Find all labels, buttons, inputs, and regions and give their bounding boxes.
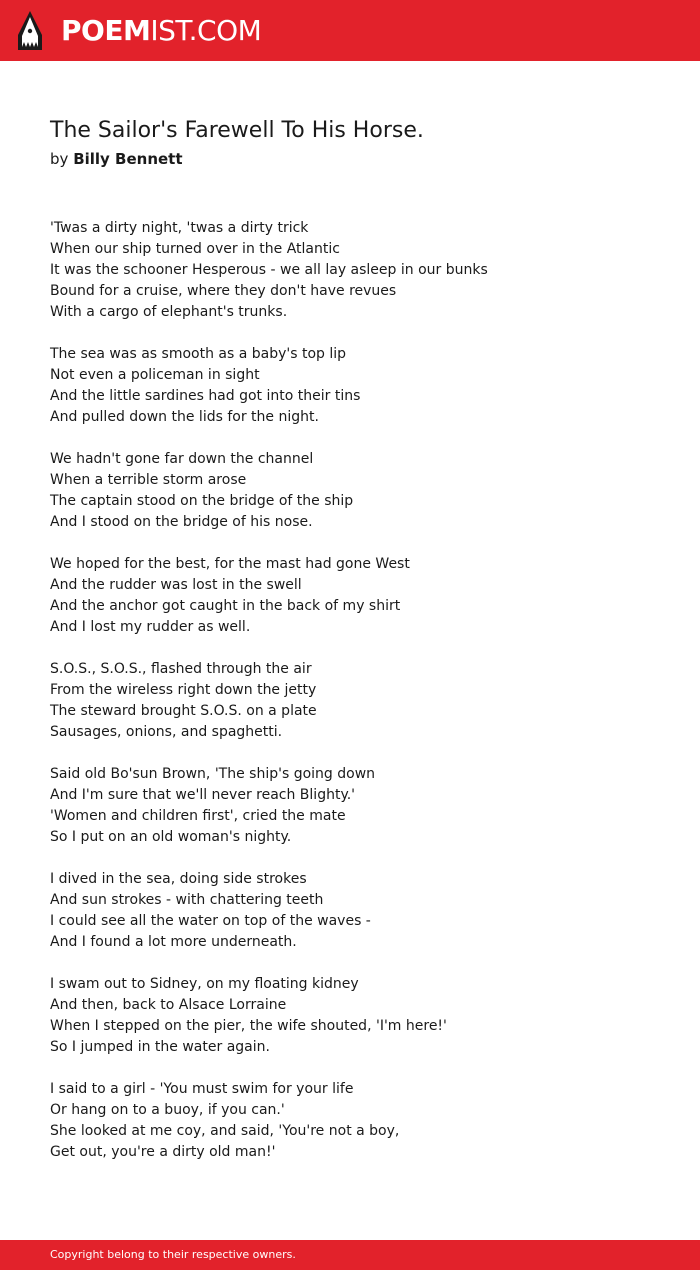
poem-line: We hoped for the best, for the mast had gone West (50, 556, 410, 572)
poem-line: So I put on an old woman's nighty. (50, 829, 292, 845)
poem-line: With a cargo of elephant's trunks. (50, 304, 288, 320)
poem-line: It was the schooner Hesperous - we all lay asleep in our bunks (50, 262, 488, 278)
poem-line: Bound for a cruise, where they don't have revues (50, 283, 397, 299)
poem-line: And the anchor got caught in the back of my shirt (50, 598, 401, 614)
poem-line: From the wireless right down the jetty (50, 682, 317, 698)
poem-line: When a terrible storm arose (50, 472, 247, 488)
poem-line: When our ship turned over in the Atlantic (50, 241, 340, 257)
poem-stanza (50, 974, 670, 1058)
poem-line: When I stepped on the pier, the wife shouted, 'I'm here!' (50, 1018, 447, 1034)
poem-line: Not even a policeman in sight (50, 367, 260, 383)
poem-author: Billy Bennett (73, 150, 183, 168)
site-header (0, 0, 700, 61)
poem-stanza (50, 764, 670, 848)
poem-line: I swam out to Sidney, on my floating kidney (50, 976, 359, 992)
site-footer (0, 1240, 700, 1270)
poem-byline (50, 148, 183, 170)
poem-line: And the little sardines had got into their tins (50, 388, 361, 404)
poem-line: Get out, you're a dirty old man!' (50, 1144, 276, 1160)
poem-stanza (50, 449, 670, 533)
poem-line: I said to a girl - 'You must swim for your life (50, 1081, 354, 1097)
poem-line: The steward brought S.O.S. on a plate (50, 703, 317, 719)
poem-line: 'Women and children first', cried the mate (50, 808, 346, 824)
poem-line: And I lost my rudder as well. (50, 619, 251, 635)
poem-stanza (50, 554, 670, 638)
brand-name (61, 9, 261, 53)
poem-line: And I stood on the bridge of his nose. (50, 514, 313, 530)
brand-name-light: IST.COM (150, 14, 262, 47)
poem-line: And then, back to Alsace Lorraine (50, 997, 287, 1013)
poem-line: And the rudder was lost in the swell (50, 577, 302, 593)
byline-prefix: by (50, 150, 69, 168)
poem-line: Or hang on to a buoy, if you can.' (50, 1102, 285, 1118)
poem-line: So I jumped in the water again. (50, 1039, 270, 1055)
poem-line: S.O.S., S.O.S., flashed through the air (50, 661, 312, 677)
poem-line: And I'm sure that we'll never reach Blighty.' (50, 787, 356, 803)
poem-line: I dived in the sea, doing side strokes (50, 871, 307, 887)
poem-line: Said old Bo'sun Brown, 'The ship's going down (50, 766, 376, 782)
poem-stanza (50, 218, 670, 323)
poem-stanza (50, 344, 670, 428)
poem-stanza (50, 869, 670, 953)
poem-line: The captain stood on the bridge of the ship (50, 493, 354, 509)
footer-copyright: Copyright belong to their respective owners. (50, 1248, 296, 1261)
poem-title: The Sailor's Farewell To His Horse. (50, 118, 424, 143)
poem-stanza (50, 1079, 670, 1163)
poem-line: And pulled down the lids for the night. (50, 409, 319, 425)
poem-body (50, 218, 670, 1184)
poem-line: She looked at me coy, and said, 'You're not a boy, (50, 1123, 400, 1139)
poem-line: Sausages, onions, and spaghetti. (50, 724, 283, 740)
poem-line: And I found a lot more underneath. (50, 934, 297, 950)
poem-stanza (50, 659, 670, 743)
site-logo[interactable] (16, 9, 261, 53)
brand-name-bold: POEM (61, 14, 151, 47)
poem-line: I could see all the water on top of the waves - (50, 913, 371, 929)
poem-line: We hadn't gone far down the channel (50, 451, 314, 467)
poem-line: The sea was as smooth as a baby's top lip (50, 346, 347, 362)
pen-nib-icon (16, 9, 44, 53)
poem-line: 'Twas a dirty night, 'twas a dirty trick (50, 220, 309, 236)
poem-line: And sun strokes - with chattering teeth (50, 892, 324, 908)
